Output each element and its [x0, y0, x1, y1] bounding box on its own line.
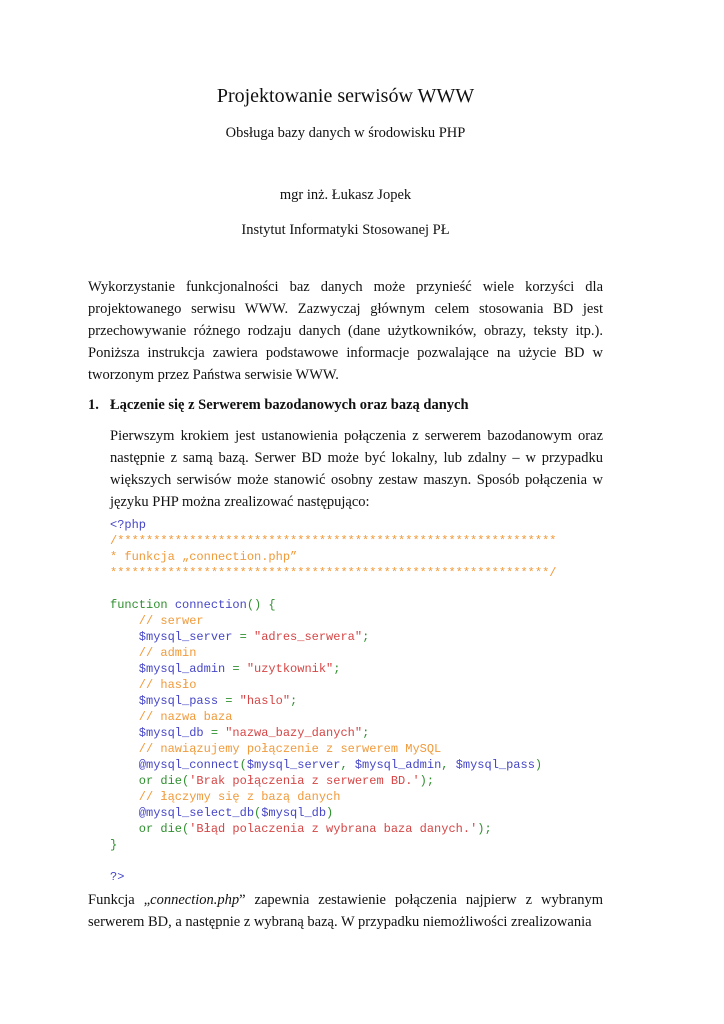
code-line: $mysql_server = "adres_serwera"; [110, 630, 370, 644]
code-line: /************************************************************* [110, 534, 557, 548]
code-line: ?> [110, 870, 125, 884]
code-line [110, 581, 603, 597]
code-line: } [110, 838, 118, 852]
code-line: // admin [110, 646, 197, 660]
author-affiliation: Instytut Informatyki Stosowanej PŁ [241, 222, 450, 238]
closing-filename: connection.php [150, 892, 240, 908]
closing-text-lead: Funkcja „ [88, 892, 151, 908]
closing-paragraph [88, 889, 603, 933]
code-line: @mysql_connect($mysql_server, $mysql_admin, $mysql_pass) [110, 758, 543, 772]
section-heading [88, 394, 603, 416]
code-line: or die('Błąd polaczenia z wybrana baza danych.'); [110, 822, 492, 836]
code-line: *************************************************************/ [110, 566, 557, 580]
intro-paragraph: Wykorzystanie funkcjonalności baz danych może przynieść wiele korzyści dla projektowanego serwisu WWW. Zazwyczaj głównym celem stosowania BD jest przechowywanie różnego rodzaju danych (dane użytkowników, obrazy, teksty itp.). Poniższa instrukcja zawiera podstawowe informacje pozwalające na użycie BD w tworzonym przez Państwa serwisie WWW. [88, 279, 603, 383]
code-line: // serwer [110, 614, 204, 628]
closing-text-rest: ” zapewnia zestawienie połączenia najpierw z wybranym serwerem BD, a następnie z wybraną bazą. W przypadku niemożliwości zrealizowania [88, 892, 603, 930]
code-line: $mysql_admin = "uzytkownik"; [110, 662, 341, 676]
section-number: 1. [88, 397, 99, 413]
section-paragraph: Pierwszym krokiem jest ustanowienia połączenia z serwerem bazodanowym oraz następnie z samą bazą. Serwer BD może być lokalny, lub zdalny – w przypadku większych serwisów może stanowić osobny zestaw maszyn. Sposób połączenia w języku PHP można zrealizować następująco: [110, 428, 603, 510]
code-line: * funkcja „connection.php” [110, 550, 298, 564]
section-title: Łączenie się z Serwerem bazodanowych oraz bazą danych [110, 397, 469, 413]
code-line: // hasło [110, 678, 197, 692]
document-subtitle: Obsługa bazy danych w środowisku PHP [225, 125, 466, 141]
code-line [110, 853, 603, 869]
author-name: mgr inż. Łukasz Jopek [279, 187, 412, 203]
code-line: <?php [110, 518, 147, 532]
code-line: @mysql_select_db($mysql_db) [110, 806, 334, 820]
code-line: or die('Brak połączenia z serwerem BD.'); [110, 774, 435, 788]
code-line: $mysql_pass = "haslo"; [110, 694, 298, 708]
code-line: // nawiązujemy połączenie z serwerem MySQL [110, 742, 442, 756]
code-line: // łączymy się z bazą danych [110, 790, 341, 804]
code-line: function connection() { [110, 598, 276, 612]
code-block [110, 517, 603, 885]
code-line: $mysql_db = "nazwa_bazy_danych"; [110, 726, 370, 740]
code-line: // nazwa baza [110, 710, 233, 724]
document-title: Projektowanie serwisów WWW [216, 85, 475, 107]
